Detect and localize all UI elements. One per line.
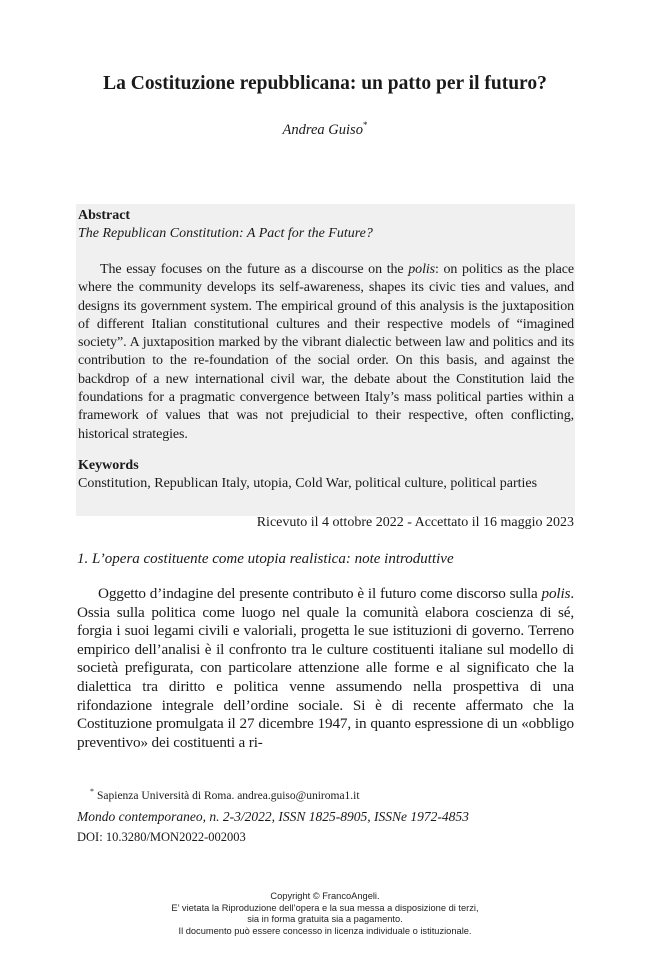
copyright-notice [0, 891, 650, 937]
doi: DOI: 10.3280/MON2022-002003 [77, 830, 246, 844]
author-name-text: Andrea Guiso [282, 121, 363, 138]
copyright-line: Copyright © FrancoAngeli. [270, 891, 380, 901]
journal-citation: Mondo contemporaneo, n. 2-3/2022, ISSN 1825-8905, ISSNe 1972-4853 [77, 809, 469, 824]
author-footnote-mark: * [362, 120, 368, 130]
footnote-mark: * [90, 787, 94, 796]
abstract-body-part2: : on politics as the place where the community develops its self-awareness, shapes its civic ties and values, and designs its government system. The empirical ground of this analysis is the juxtaposition of different Italian constitutional cultures and their respective models of “imagined society”. A juxtaposition marked by the vibrant dialectic between law and politics and its contribution to the re-foundation of the social order. On this basis, and against the backdrop of a new international civil war, the debate about the Constitution laid the foundations for a pragmatic convergence between Italy’s mass political parties within a framework of values that was not prejudicial to their respective, often conflicting, historical strategies. [78, 262, 574, 442]
abstract-body-emphasis: polis [408, 262, 435, 277]
copyright-line: Il documento può essere concesso in licenza individuale o istituzionale. [178, 925, 472, 936]
abstract-subtitle: The Republican Constitution: A Pact for the Future? [78, 226, 373, 241]
footnote [90, 787, 360, 802]
received-dates: Ricevuto il 4 ottobre 2022 - Accettato il 16 maggio 2023 [256, 514, 574, 530]
section-body-emphasis: polis [541, 585, 571, 602]
copyright-line: E’ vietata la Riproduzione dell’opera e la sua messa a disposizione di terzi, [171, 902, 479, 913]
section-body-part1: Oggetto d’indagine del presente contributo è il futuro come discorso sulla [98, 585, 542, 602]
keywords-label: Keywords [78, 457, 139, 473]
section-body-part2: . Ossia sulla politica come luogo nel quale la comunità elabora coscienza di sé, forgia i suoi legami civili e valoriali, progetta le sue istituzioni di governo. Terreno empirico dell’analisi è il confronto tra le culture costituenti italiane sul modello di società prefigurata, con particolare attenzione alle forme e al significato che la dialettica tra diritto e politica venne assumendo nella prospettiva di una rifondazione integrale dell’ordine sociale. Si è di recente affermato che la Costituzione promulgata il 27 dicembre 1947, in quanto espressione di un «obbligo preventivo» dei costituenti a ri- [77, 585, 574, 751]
abstract-body-part1: The essay focuses on the future as a discourse on the [100, 262, 409, 277]
abstract-body [78, 261, 574, 444]
paper-title: La Costituzione repubblicana: un patto per il futuro? [103, 73, 547, 94]
footnote-text: Sapienza Università di Roma. andrea.guiso@uniroma1.it [97, 789, 360, 802]
section-heading: 1. L’opera costituente come utopia realistica: note introduttive [77, 551, 454, 567]
section-body [77, 585, 574, 752]
author-name [0, 120, 650, 139]
copyright-line: sia in forma gratuita sia a pagamento. [247, 914, 403, 924]
abstract-box [76, 204, 575, 530]
abstract-content [78, 207, 574, 532]
abstract-label: Abstract [78, 208, 131, 223]
keywords-text: Constitution, Republican Italy, utopia, Cold War, political culture, political parties [78, 475, 538, 491]
